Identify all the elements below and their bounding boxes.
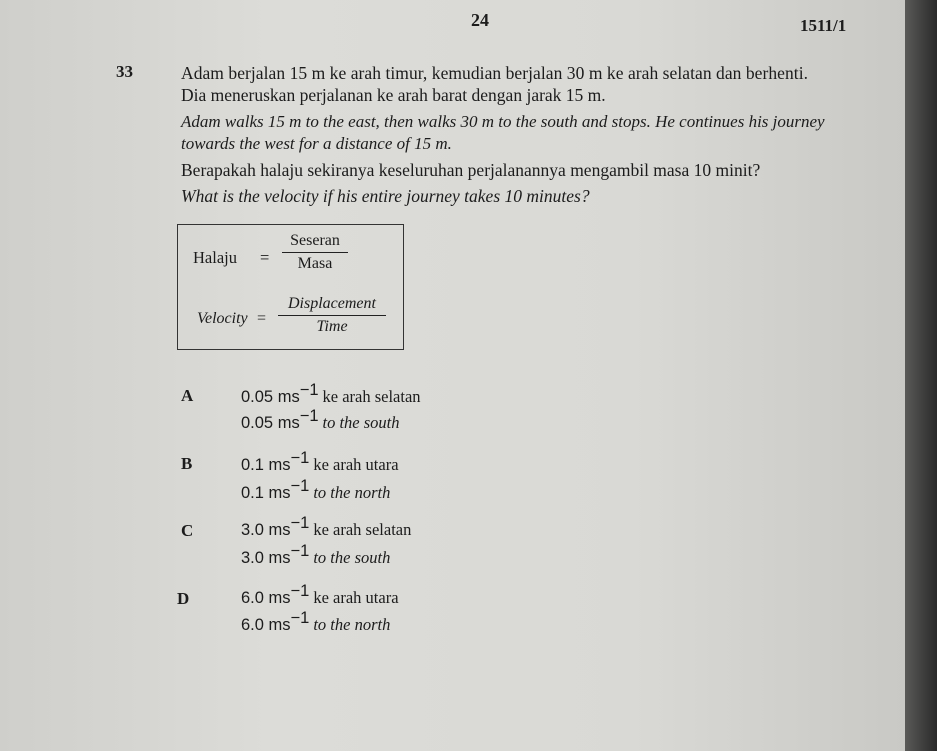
option-d-malay[interactable] [241, 582, 399, 608]
question-malay-line-1: Adam berjalan 15 m ke arah timur, kemudian berjalan 30 m ke arah selatan dan berhenti. [181, 63, 809, 83]
option-a-letter: A [181, 386, 194, 405]
formula-malay-label: Halaju [193, 248, 237, 267]
option-a-exponent: −1 [299, 381, 319, 399]
option-b-value-english: 0.1 ms [241, 484, 291, 502]
option-a-malay[interactable] [241, 381, 421, 407]
option-c-exponent: −1 [290, 542, 310, 560]
question-ask-english: What is the velocity if his entire journey takes 10 minutes? [181, 186, 590, 206]
formula-malay-equals: = [260, 248, 270, 267]
formula-english-equals: = [257, 310, 267, 327]
formula-malay-fraction [282, 232, 348, 273]
option-d-letter: D [177, 589, 190, 608]
option-c-direction-malay: ke arah selatan [313, 520, 412, 539]
option-c-value-malay: 3.0 ms [241, 521, 291, 539]
option-a-direction-english: to the south [322, 413, 400, 432]
option-b-direction-malay: ke arah utara [313, 455, 399, 474]
option-a-exponent: −1 [299, 407, 319, 425]
fraction-bar [278, 315, 386, 316]
option-b-direction-english: to the north [313, 483, 391, 502]
option-d-value-english: 6.0 ms [241, 616, 291, 634]
option-b-value-malay: 0.1 ms [241, 456, 291, 474]
question-ask-malay: Berapakah halaju sekiranya keseluruhan perjalanannya mengambil masa 10 minit? [181, 160, 761, 180]
option-c-direction-english: to the south [313, 548, 391, 567]
formula-malay-numerator: Seseran [290, 232, 340, 249]
option-d-value-malay: 6.0 ms [241, 589, 291, 607]
option-b-exponent: −1 [290, 449, 310, 467]
fraction-bar [282, 252, 348, 253]
question-number: 33 [116, 62, 133, 81]
option-d-direction-english: to the north [313, 615, 391, 634]
option-c-english[interactable] [241, 542, 390, 568]
option-a-value-malay: 0.05 ms [241, 388, 300, 406]
option-d-exponent: −1 [290, 582, 310, 600]
option-c-value-english: 3.0 ms [241, 549, 291, 567]
option-b-malay[interactable] [241, 449, 399, 475]
option-b-english[interactable] [241, 477, 390, 503]
option-c-exponent: −1 [290, 514, 310, 532]
formula-english-fraction [278, 295, 386, 336]
formula-english-denominator: Time [316, 318, 348, 335]
option-a-value-english: 0.05 ms [241, 414, 300, 432]
page-number: 24 [471, 10, 489, 30]
option-d-english[interactable] [241, 609, 390, 635]
background-edge [905, 0, 937, 751]
paper-code: 1511/1 [800, 16, 847, 35]
question-english-line-2: towards the west for a distance of 15 m. [181, 134, 452, 153]
option-a-english[interactable] [241, 407, 400, 433]
option-b-letter: B [181, 454, 193, 473]
formula-english-numerator: Displacement [288, 295, 376, 312]
formula-english-label: Velocity [197, 310, 248, 327]
option-b-exponent: −1 [290, 477, 310, 495]
question-malay-line-2: Dia meneruskan perjalanan ke arah barat dengan jarak 15 m. [181, 85, 606, 105]
option-d-direction-malay: ke arah utara [313, 588, 399, 607]
option-c-malay[interactable] [241, 514, 411, 540]
formula-malay-denominator: Masa [297, 255, 333, 272]
question-english-line-1: Adam walks 15 m to the east, then walks 30 m to the south and stops. He continues his journey [181, 112, 825, 131]
option-d-exponent: −1 [290, 609, 310, 627]
option-c-letter: C [181, 521, 194, 540]
option-a-direction-malay: ke arah selatan [322, 387, 421, 406]
